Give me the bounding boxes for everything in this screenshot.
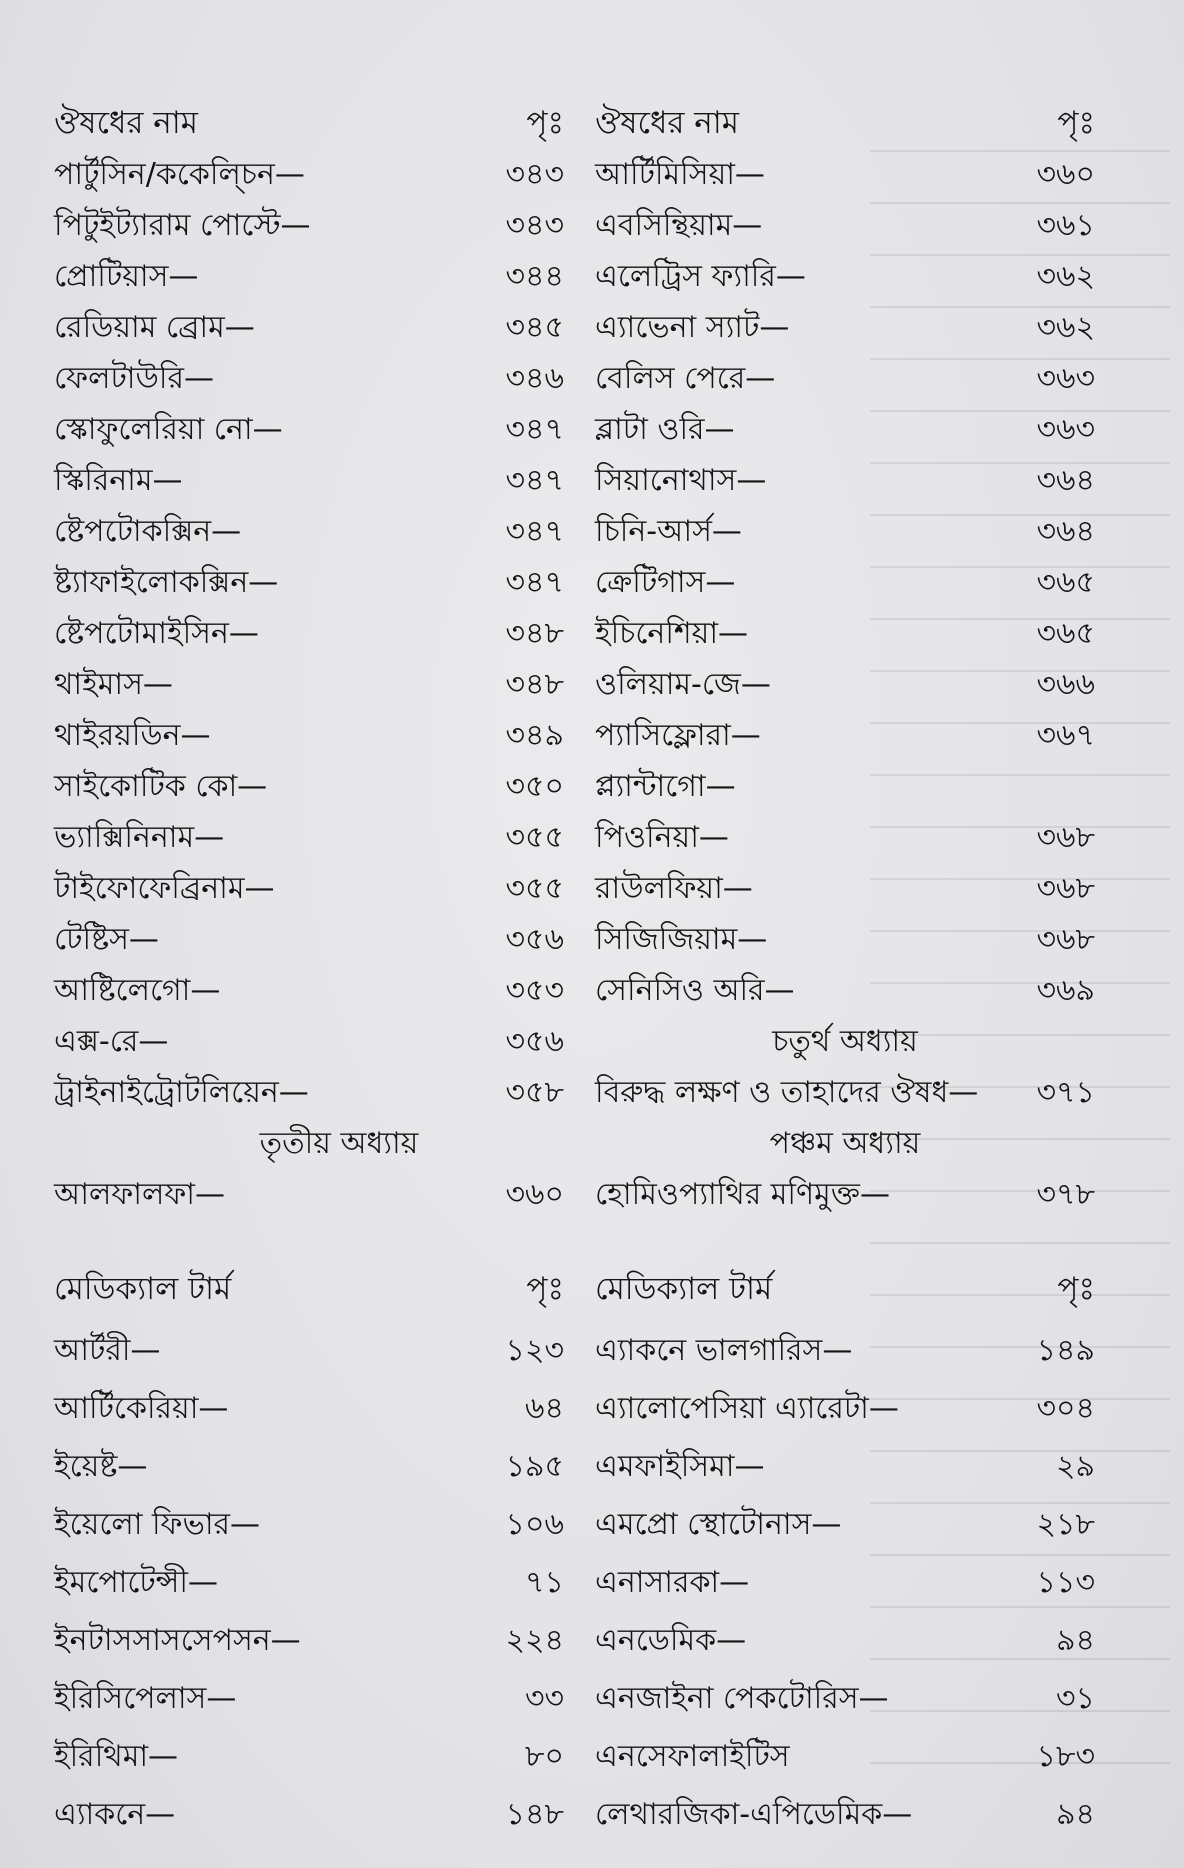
entry-name: এনসেফালাইটিস bbox=[595, 1739, 790, 1774]
entry-name: ব্লাটা ওরি— bbox=[595, 412, 735, 447]
index-entry bbox=[54, 965, 564, 1016]
entry-page-number: ৩৬০ bbox=[505, 1177, 564, 1212]
entry-page-number: ৩৬১ bbox=[1036, 208, 1095, 243]
index-entry bbox=[595, 761, 1095, 812]
entry-page-number: ৯৪ bbox=[1056, 1797, 1095, 1832]
entry-page-number: ১৪৯ bbox=[1036, 1333, 1095, 1368]
chapter-5-heading: পঞ্চম অধ্যায় bbox=[769, 1126, 921, 1161]
entry-page-number: ৩৫৮ bbox=[505, 1075, 564, 1110]
entry-page-number: ৬৪ bbox=[525, 1391, 564, 1426]
index-entry bbox=[595, 149, 1095, 200]
entry-name: এ্যাকনে ভালগারিস— bbox=[595, 1333, 853, 1368]
chapter-4-heading: চতুর্থ অধ্যায় bbox=[772, 1024, 918, 1059]
index-entry bbox=[595, 1322, 1095, 1380]
column-title: মেডিক্যাল টার্ম bbox=[54, 1271, 232, 1307]
entry-page-number: ১২৩ bbox=[505, 1333, 564, 1368]
entry-name: পিটুইট্যারাম পোস্টে— bbox=[54, 208, 311, 243]
entry-name: ইরিথিমা— bbox=[54, 1739, 179, 1774]
entry-name: ফেলটাউরি— bbox=[54, 361, 214, 396]
entry-page-number: ৩০৪ bbox=[1036, 1391, 1095, 1426]
index-entry bbox=[54, 608, 564, 659]
column-title: মেডিক্যাল টার্ম bbox=[595, 1271, 773, 1307]
entry-page-number: ৮০ bbox=[525, 1739, 564, 1774]
index-entry bbox=[54, 353, 564, 404]
index-entry bbox=[54, 1670, 564, 1728]
entry-name: এ্যালোপেসিয়া এ্যারেটা— bbox=[595, 1391, 899, 1426]
entry-name: বেলিস পেরে— bbox=[595, 361, 776, 396]
index-entry bbox=[595, 863, 1095, 914]
index-entry bbox=[54, 302, 564, 353]
index-entry bbox=[595, 353, 1095, 404]
index-entry bbox=[54, 200, 564, 251]
entry-page-number: ৩৪৫ bbox=[505, 310, 564, 345]
right-medical-list bbox=[595, 1322, 1095, 1844]
index-entry bbox=[595, 1438, 1095, 1496]
entry-name: ট্রাইনাইট্রোটলিয়েন— bbox=[54, 1075, 309, 1110]
entry-page-number: ১১৩ bbox=[1036, 1565, 1095, 1600]
entry-name: এমফাইসিমা— bbox=[595, 1449, 765, 1484]
entry-page-number: ৩৬৮ bbox=[1036, 871, 1095, 906]
index-entry bbox=[54, 455, 564, 506]
entry-name: থাইরয়ডিন— bbox=[54, 718, 211, 753]
page-column-title: পৃঃ bbox=[1057, 1271, 1095, 1307]
index-entry bbox=[595, 455, 1095, 506]
left-index-list bbox=[54, 149, 564, 1118]
entry-name: প্ল্যান্টাগো— bbox=[595, 769, 736, 804]
index-entry bbox=[54, 1016, 564, 1067]
entry-page-number: ১৪৮ bbox=[505, 1797, 564, 1832]
entry-page-number: ৩৪৭ bbox=[505, 565, 564, 600]
entry-page-number: ৩৪৪ bbox=[505, 259, 564, 294]
entry-page-number: ৩৬৬ bbox=[1036, 667, 1095, 702]
entry-name: প্রোটিয়াস— bbox=[54, 259, 199, 294]
index-entry bbox=[595, 1169, 1095, 1220]
entry-name: সিয়ানোথাস— bbox=[595, 463, 767, 498]
entry-page-number: ৩৬৮ bbox=[1036, 922, 1095, 957]
entry-page-number: ৩৬৫ bbox=[1036, 616, 1095, 651]
index-entry bbox=[54, 863, 564, 914]
entry-page-number: ৩৬২ bbox=[1036, 259, 1095, 294]
entry-name: লেথারজিকা-এপিডেমিক— bbox=[595, 1797, 913, 1832]
chapter-3-list bbox=[54, 1169, 564, 1220]
entry-page-number: ৩১ bbox=[1056, 1681, 1095, 1716]
entry-page-number: ৩৫৫ bbox=[505, 871, 564, 906]
entry-name: এনডেমিক— bbox=[595, 1623, 747, 1658]
entry-page-number: ৩৬৯ bbox=[1036, 973, 1095, 1008]
entry-page-number: ৩৪৮ bbox=[505, 616, 564, 651]
left-medical-header bbox=[54, 1260, 564, 1322]
index-entry bbox=[595, 1670, 1095, 1728]
entry-name: ষ্টেপটোকক্সিন— bbox=[54, 514, 242, 549]
entry-name: হোমিওপ্যাথির মণিমুক্ত— bbox=[595, 1177, 890, 1212]
right-index-header bbox=[595, 98, 1095, 149]
entry-name: এনজাইনা পেকটোরিস— bbox=[595, 1681, 889, 1716]
index-entry bbox=[54, 1438, 564, 1496]
index-entry bbox=[54, 659, 564, 710]
index-entry bbox=[595, 404, 1095, 455]
entry-page-number: ৩৪৮ bbox=[505, 667, 564, 702]
index-entry bbox=[54, 761, 564, 812]
entry-name: আর্টিমিসিয়া— bbox=[595, 157, 765, 192]
entry-page-number: ৩৫০ bbox=[505, 769, 564, 804]
index-entry bbox=[54, 1169, 564, 1220]
entry-page-number: ৩৩ bbox=[524, 1681, 564, 1716]
entry-page-number: ৩৫৬ bbox=[505, 922, 564, 957]
entry-page-number: ৩৪৩ bbox=[505, 208, 564, 243]
left-medical-list bbox=[54, 1322, 564, 1844]
page-column-title: পৃঃ bbox=[1057, 105, 1095, 141]
chapter-4-list bbox=[595, 1067, 1095, 1118]
entry-page-number: ৩৪৬ bbox=[505, 361, 564, 396]
entry-name: প্যাসিফ্লোরা— bbox=[595, 718, 761, 753]
index-entry bbox=[595, 965, 1095, 1016]
index-entry bbox=[595, 812, 1095, 863]
entry-name: সিজিজিয়াম— bbox=[595, 922, 768, 957]
entry-page-number: ২৯ bbox=[1056, 1449, 1095, 1484]
entry-name: ষ্টেপটোমাইসিন— bbox=[54, 616, 259, 651]
entry-name: টেষ্টিস— bbox=[54, 922, 159, 957]
column-title: ঔষধের নাম bbox=[54, 105, 198, 141]
entry-name: ষ্ট্যাফাইলোকক্সিন— bbox=[54, 565, 279, 600]
column-title: ঔষধের নাম bbox=[595, 105, 739, 141]
entry-name: থাইমাস— bbox=[54, 667, 173, 702]
entry-page-number: ২১৮ bbox=[1036, 1507, 1095, 1542]
entry-page-number: ৩৪৭ bbox=[505, 412, 564, 447]
entry-name: এনাসারকা— bbox=[595, 1565, 750, 1600]
index-entry bbox=[54, 506, 564, 557]
page-column-title: পৃঃ bbox=[526, 1271, 564, 1307]
page-column-title: পৃঃ bbox=[526, 105, 564, 141]
index-entry bbox=[54, 812, 564, 863]
entry-page-number: ৩৪৭ bbox=[505, 514, 564, 549]
entry-page-number: ৩৬৭ bbox=[1036, 718, 1095, 753]
entry-name: এ্যাভেনা স্যাট— bbox=[595, 310, 790, 345]
index-entry bbox=[54, 149, 564, 200]
index-entry bbox=[595, 302, 1095, 353]
entry-name: স্কোফুলেরিয়া নো— bbox=[54, 412, 283, 447]
index-entry bbox=[54, 710, 564, 761]
index-entry bbox=[595, 1728, 1095, 1786]
entry-page-number: ৩৫৩ bbox=[505, 973, 564, 1008]
index-entry bbox=[54, 557, 564, 608]
left-index-header bbox=[54, 98, 564, 149]
entry-page-number: ৩৬৮ bbox=[1036, 820, 1095, 855]
entry-name: ইমপোটেন্সী— bbox=[54, 1565, 218, 1600]
entry-page-number: ৩৬৩ bbox=[1036, 412, 1095, 447]
index-entry bbox=[595, 914, 1095, 965]
index-entry bbox=[54, 1496, 564, 1554]
entry-page-number: ৩৭৮ bbox=[1036, 1177, 1095, 1212]
entry-page-number: ৩৬৪ bbox=[1036, 514, 1095, 549]
entry-page-number: ৩৪৩ bbox=[505, 157, 564, 192]
entry-name: সাইকোটিক কো— bbox=[54, 769, 268, 804]
entry-page-number: ১৯৫ bbox=[505, 1449, 564, 1484]
left-medical-terms bbox=[54, 1260, 564, 1844]
index-entry bbox=[54, 404, 564, 455]
entry-page-number: ৩৬২ bbox=[1036, 310, 1095, 345]
entry-name: বিরুদ্ধ লক্ষণ ও তাহাদের ঔষধ— bbox=[595, 1075, 979, 1110]
entry-page-number: ৯৪ bbox=[1056, 1623, 1095, 1658]
index-entry bbox=[595, 710, 1095, 761]
right-medicine-index bbox=[595, 98, 1095, 1220]
entry-name: সেনিসিও অরি— bbox=[595, 973, 795, 1008]
index-entry bbox=[595, 557, 1095, 608]
entry-page-number: ৭১ bbox=[525, 1565, 564, 1600]
entry-name: এবসিন্থিয়াম— bbox=[595, 208, 763, 243]
entry-name: এমপ্রো স্থোটোনাস— bbox=[595, 1507, 842, 1542]
entry-page-number: ৩৫৬ bbox=[505, 1024, 564, 1059]
entry-page-number: ৩৬৩ bbox=[1036, 361, 1095, 396]
index-entry bbox=[54, 1612, 564, 1670]
entry-name: রেডিয়াম ব্রোম— bbox=[54, 310, 255, 345]
entry-name: ইয়েষ্ট— bbox=[54, 1449, 148, 1484]
entry-page-number: ৩৪৯ bbox=[505, 718, 564, 753]
entry-page-number: ৩৪৭ bbox=[505, 463, 564, 498]
index-entry bbox=[54, 1728, 564, 1786]
index-entry bbox=[54, 1380, 564, 1438]
entry-name: ইচিনেশিয়া— bbox=[595, 616, 749, 651]
index-entry bbox=[54, 1067, 564, 1118]
index-entry bbox=[595, 608, 1095, 659]
entry-page-number: ২২৪ bbox=[505, 1623, 564, 1658]
index-entry bbox=[595, 200, 1095, 251]
entry-name: রাউলফিয়া— bbox=[595, 871, 753, 906]
index-entry bbox=[54, 1554, 564, 1612]
index-entry bbox=[54, 914, 564, 965]
entry-name: আর্টিকেরিয়া— bbox=[54, 1391, 229, 1426]
entry-name: আলফালফা— bbox=[54, 1177, 225, 1212]
entry-page-number: ৩৬৫ bbox=[1036, 565, 1095, 600]
index-entry bbox=[595, 659, 1095, 710]
index-entry bbox=[595, 1786, 1095, 1844]
index-entry bbox=[595, 1554, 1095, 1612]
entry-name: টাইফোফেব্রিনাম— bbox=[54, 871, 275, 906]
entry-name: ইয়েলো ফিভার— bbox=[54, 1507, 261, 1542]
entry-name: আষ্টিলেগো— bbox=[54, 973, 221, 1008]
entry-name: পার্টুসিন/ককেল্চিন— bbox=[54, 157, 305, 192]
entry-name: পিওনিয়া— bbox=[595, 820, 729, 855]
entry-page-number: ৩৬০ bbox=[1036, 157, 1095, 192]
entry-name: ক্রেটিগাস— bbox=[595, 565, 736, 600]
entry-name: এক্স-রে— bbox=[54, 1024, 169, 1059]
entry-name: এলেট্রিস ফ্যারি— bbox=[595, 259, 806, 294]
index-entry bbox=[595, 251, 1095, 302]
index-entry bbox=[595, 1496, 1095, 1554]
right-medical-terms bbox=[595, 1260, 1095, 1844]
entry-page-number: ৩৭১ bbox=[1036, 1075, 1095, 1110]
index-entry bbox=[54, 251, 564, 302]
index-entry bbox=[54, 1322, 564, 1380]
entry-page-number: ১৮৩ bbox=[1036, 1739, 1095, 1774]
index-entry bbox=[595, 1067, 1095, 1118]
entry-name: এ্যাকনে— bbox=[54, 1797, 176, 1832]
entry-page-number: ৩৫৫ bbox=[505, 820, 564, 855]
entry-name: আর্টরী— bbox=[54, 1333, 161, 1368]
index-entry bbox=[595, 1380, 1095, 1438]
entry-name: চিনি-আর্স— bbox=[595, 514, 742, 549]
entry-name: ওলিয়াম-জে— bbox=[595, 667, 771, 702]
entry-name: স্কিরিনাম— bbox=[54, 463, 183, 498]
entry-name: ইনটাসসাসসেপসন— bbox=[54, 1623, 301, 1658]
right-medical-header bbox=[595, 1260, 1095, 1322]
index-entry bbox=[595, 1612, 1095, 1670]
entry-name: ইরিসিপেলাস— bbox=[54, 1681, 237, 1716]
entry-name: ভ্যাক্সিনিনাম— bbox=[54, 820, 225, 855]
chapter-3-heading: তৃতীয় অধ্যায় bbox=[259, 1126, 419, 1161]
index-entry bbox=[595, 506, 1095, 557]
index-entry bbox=[54, 1786, 564, 1844]
entry-page-number: ৩৬৪ bbox=[1036, 463, 1095, 498]
entry-page-number: ১০৬ bbox=[505, 1507, 564, 1542]
right-index-list bbox=[595, 149, 1095, 1016]
chapter-5-list bbox=[595, 1169, 1095, 1220]
left-medicine-index bbox=[54, 98, 564, 1220]
